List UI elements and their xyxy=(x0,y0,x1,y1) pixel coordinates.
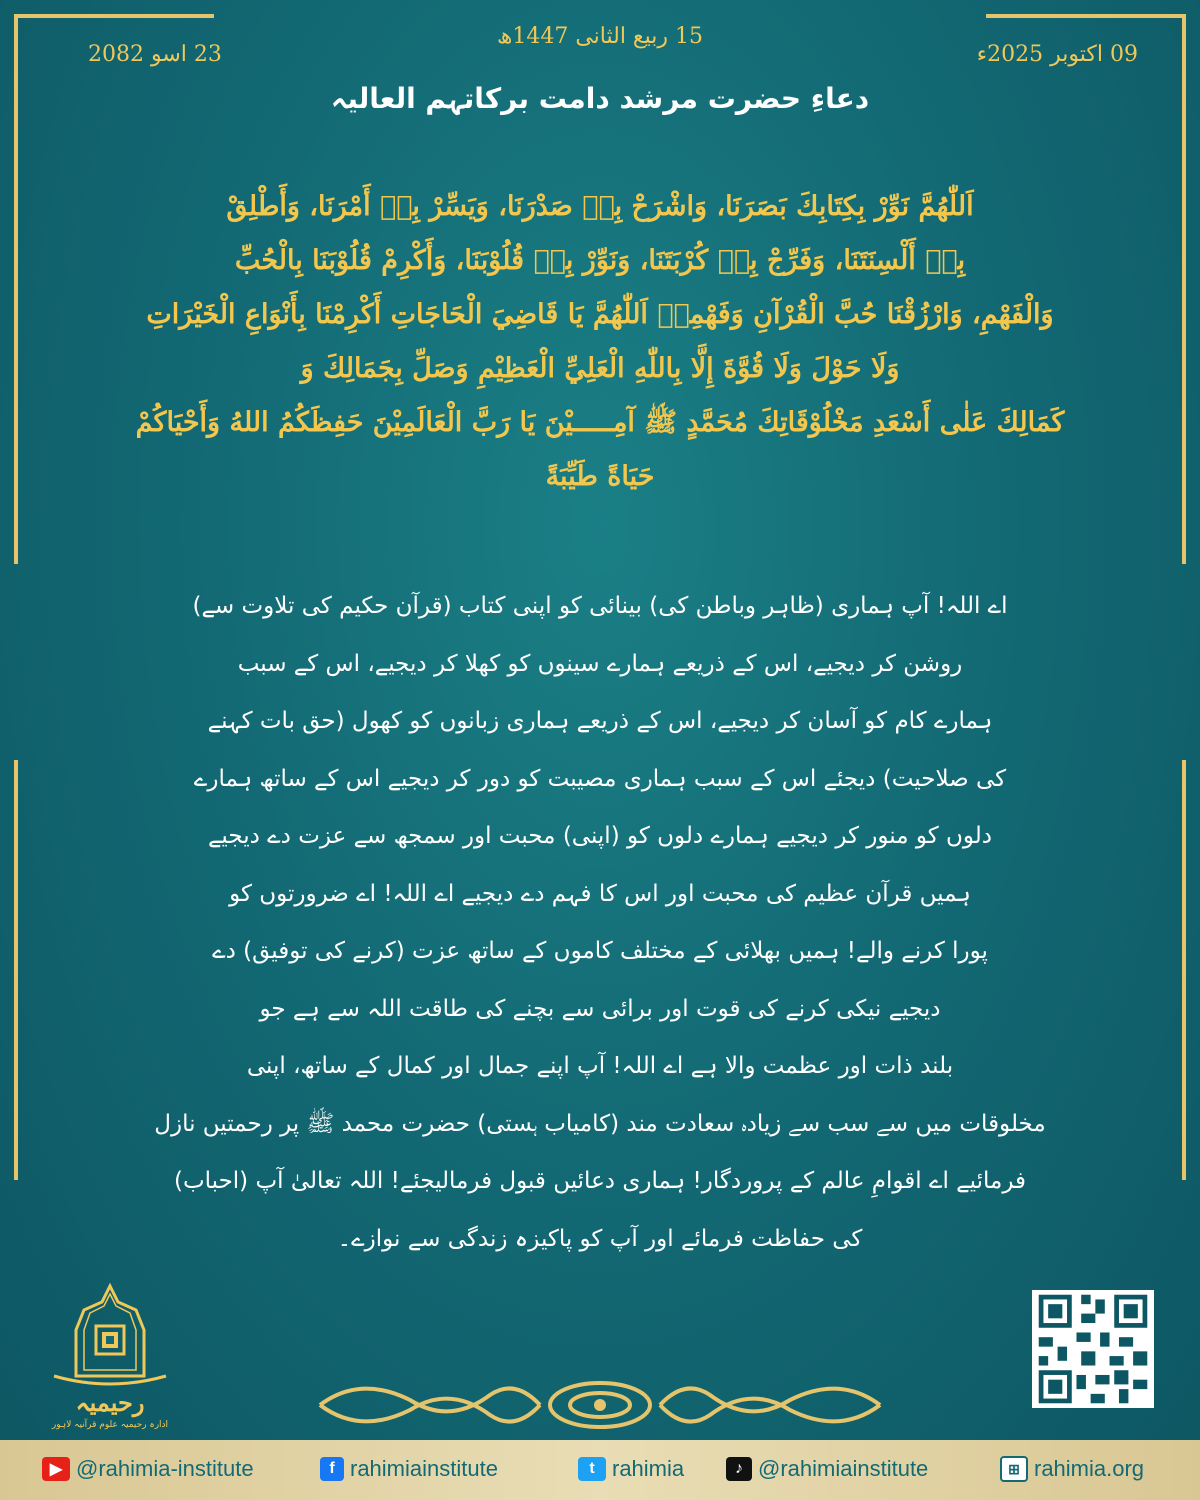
urdu-line: روشن کر دیجیے، اس کے ذریعے ہمارے سینوں کو کھلا کر دیجیے، اس کے سبب xyxy=(237,650,963,677)
urdu-line: بلند ذات اور عظمت والا ہے اے اللہ! آپ اپنے جمال اور کمال کے ساتھ، اپنی xyxy=(246,1053,954,1079)
arabic-line: كَمَالِكَ عَلٰى أَسْعَدِ مَخْلُوْقَاتِكَ مُحَمَّدٍ ﷺ آمِـــــيْنَ يَا رَبَّ الْعَالَمِيْنَ حَفِظَكُمُ اللهُ وَأَحْيَاكُمْ xyxy=(135,407,1065,438)
youtube-icon: ▶ xyxy=(42,1457,70,1481)
page-title: دعاءِ حضرت مرشد دامت برکاتہم العالیہ xyxy=(330,82,870,115)
tiktok-link[interactable] xyxy=(726,1455,928,1483)
urdu-line: اے اللہ! آپ ہماری (ظاہر وباطن کی) بینائی کو اپنی کتاب (قرآن حکیم کی تلاوت سے) xyxy=(192,593,1008,619)
ornament-divider xyxy=(300,1370,900,1440)
frame-right-upper xyxy=(1182,14,1186,564)
youtube-handle: @rahimia-institute xyxy=(76,1456,254,1481)
arabic-line: وَلَا حَوْلَ وَلَا قُوَّةَ إِلَّا بِاللّٰهِ الْعَلِيِّ الْعَظِيْمِ وَصَلِّ بِجَمَالِكَ وَ xyxy=(300,353,900,384)
logo-subtitle: ادارہ رحیمیہ علوم قرآنیہ لاہور xyxy=(51,1420,169,1430)
facebook-link[interactable] xyxy=(320,1455,498,1483)
website-url: rahimia.org xyxy=(1034,1456,1145,1481)
frame-top-right xyxy=(986,14,1186,18)
urdu-line: کی صلاحیت) دیجئے اس کے سبب ہماری مصیبت کو دور کر دیجیے اس کے ساتھ ہمارے xyxy=(193,765,1007,792)
date-gregorian: 09 اکتوبر 2025ء xyxy=(976,42,1138,67)
urdu-translation xyxy=(140,578,1060,1268)
twitter-handle: rahimia xyxy=(612,1456,685,1481)
website-link[interactable] xyxy=(1000,1455,1144,1483)
twitter-icon: t xyxy=(578,1457,606,1481)
qr-code[interactable] xyxy=(1032,1290,1154,1408)
urdu-line: دیجیے نیکی کرنے کی قوت اور برائی سے بچنے کی طاقت اللہ سے ہے جو xyxy=(259,995,941,1022)
frame-left-upper xyxy=(14,14,18,564)
arabic-line: حَيَاةً طَيِّبَةً xyxy=(545,461,655,492)
date-bikrami: 23 اسو 2082 xyxy=(88,42,222,67)
tiktok-handle: @rahimiainstitute xyxy=(758,1456,929,1481)
facebook-icon: f xyxy=(320,1457,344,1481)
frame-top-left xyxy=(14,14,214,18)
arabic-line: وَالْفَهْمِ، وَارْزُقْنَا حُبَّ الْقُرْآنِ وَفَهْمِهٖ اَللّٰهُمَّ يَا قَاضِيَ الْحَاجَاتِ أَكْرِمْنَا بِأَنْوَاعِ الْخَيْرَاتِ xyxy=(146,299,1054,330)
youtube-link[interactable] xyxy=(42,1455,254,1483)
twitter-link[interactable] xyxy=(578,1455,684,1483)
urdu-line: مخلوقات میں سے سب سے زیادہ سعادت مند (کامیاب ہستی) حضرت محمد ﷺ پر رحمتیں نازل xyxy=(154,1110,1046,1137)
urdu-line: فرمائیے اے اقوامِ عالم کے پروردگار! ہماری دعائیں قبول فرمالیجئے! اللہ تعالیٰ آپ (احباب) xyxy=(174,1168,1026,1194)
logo-name: رحیمیہ xyxy=(75,1388,145,1417)
urdu-line: دلوں کو منور کر دیجیے ہمارے دلوں کو (اپنی) محبت اور سمجھ سے عزت دے دیجیے xyxy=(207,823,993,849)
arabic-dua xyxy=(80,180,1120,504)
tiktok-icon: ♪ xyxy=(726,1457,752,1481)
urdu-line: ہمارے کام کو آسان کر دیجیے، اس کے ذریعے ہماری زبانوں کو کھول (حق بات کہنے xyxy=(207,708,993,734)
qr-web-icon: ⊞ xyxy=(1000,1456,1028,1482)
arabic-line: بِهٖ أَلْسِنَتَنَا، وَفَرِّجْ بِهٖ كُرْبَتَنَا، وَنَوِّرْ بِهٖ قُلُوْبَنَا، وَأَكْرِمْ قُلُوْبَنَا بِالْحُبِّ xyxy=(234,245,966,276)
frame-left-lower xyxy=(14,760,18,1180)
urdu-line: پورا کرنے والے! ہمیں بھلائی کے مختلف کاموں کے ساتھ عزت (کرنے کی توفیق) دے xyxy=(212,938,988,964)
urdu-line: کی حفاظت فرمائے اور آپ کو پاکیزہ زندگی سے نوازے۔ xyxy=(337,1225,863,1252)
facebook-handle: rahimiainstitute xyxy=(350,1456,498,1481)
frame-right-lower xyxy=(1182,760,1186,1180)
date-hijri: 15 ربیع الثانی 1447ھ xyxy=(496,24,704,49)
urdu-line: ہمیں قرآن عظیم کی محبت اور اس کا فہم دے دیجیے اے اللہ! اے ضرورتوں کو xyxy=(229,880,971,907)
arabic-line: اَللّٰهُمَّ نَوِّرْ بِكِتَابِكَ بَصَرَنَا، وَاشْرَحْ بِهٖ صَدْرَنَا، وَيَسِّرْ بِهٖ أَمْرَنَا، وَأَطْلِقْ xyxy=(226,191,974,222)
